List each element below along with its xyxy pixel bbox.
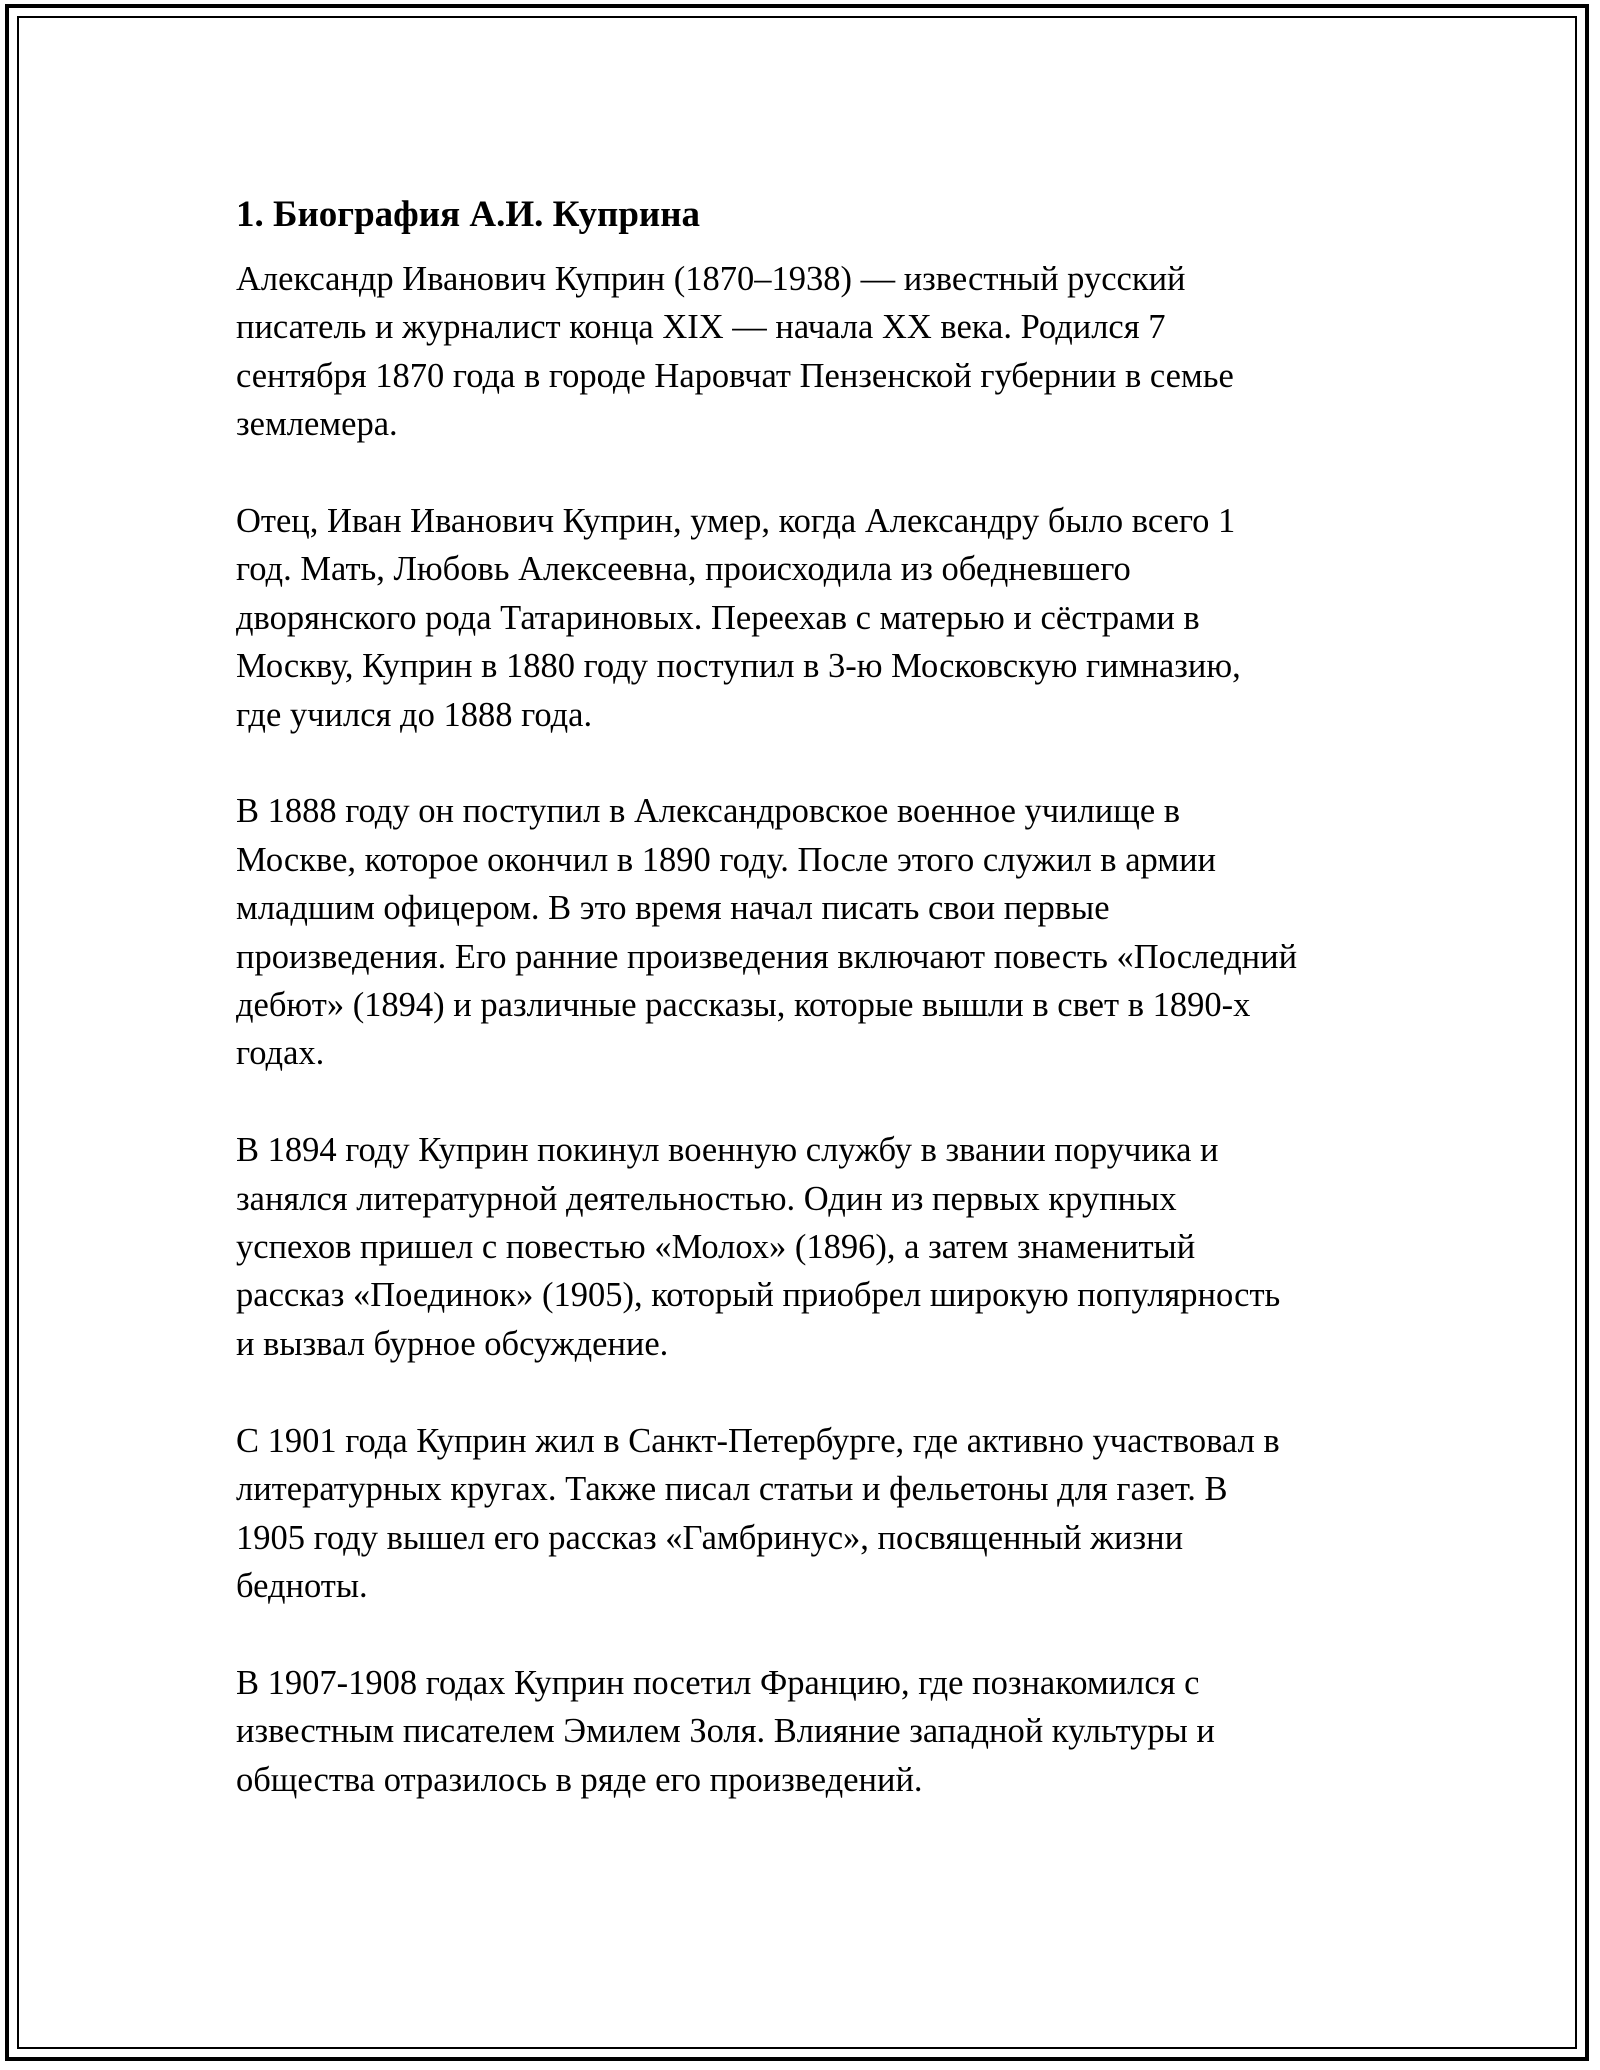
text-line: общества отразилось в ряде его произведений. [236, 1760, 923, 1799]
paragraph-4 [236, 1126, 1376, 1368]
document-title: 1. Биография А.И. Куприна [236, 194, 701, 235]
text-line: дебют» (1894) и различные рассказы, которые вышли в свет в 1890-х [236, 986, 1251, 1025]
text-line: В 1907-1908 годах Куприн посетил Францию, где познакомился с [236, 1663, 1200, 1702]
text-line: младшим офицером. В это время начал писать свои первые [236, 889, 1110, 928]
text-line: литературных кругах. Также писал статьи и фельетоны для газет. В [236, 1470, 1228, 1509]
document-body [236, 187, 1376, 1804]
text-line: известным писателем Эмилем Золя. Влияние западной культуры и [236, 1712, 1215, 1751]
text-line: бедноты. [236, 1566, 368, 1605]
text-line: успехов пришел с повестью «Молох» (1896), а затем знаменитый [236, 1228, 1196, 1267]
paragraph-2 [236, 497, 1376, 739]
text-line: рассказ «Поединок» (1905), который приобрел широкую популярность [236, 1276, 1281, 1315]
paragraph-3 [236, 787, 1376, 1077]
text-line: произведения. Его ранние произведения включают повесть «Последний [236, 937, 1298, 976]
text-line: В 1894 году Куприн покинул военную службу в звании поручика и [236, 1131, 1219, 1170]
text-line: землемера. [236, 405, 398, 444]
text-line: и вызвал бурное обсуждение. [236, 1324, 669, 1363]
text-line: В 1888 году он поступил в Александровское военное училище в [236, 792, 1181, 831]
text-line: Москве, которое окончил в 1890 году. После этого служил в армии [236, 840, 1217, 879]
text-line: Отец, Иван Иванович Куприн, умер, когда Александру было всего 1 [236, 502, 1236, 541]
text-line: С 1901 года Куприн жил в Санкт-Петербурге, где активно участвовал в [236, 1421, 1280, 1460]
paragraph-5 [236, 1417, 1376, 1611]
text-line: Александр Иванович Куприн (1870–1938) — известный русский [236, 260, 1186, 298]
text-line: Москву, Куприн в 1880 году поступил в 3-ю Московскую гимназию, [236, 647, 1241, 686]
paragraph-1 [236, 255, 1376, 449]
text-line: дворянского рода Татариновых. Переехав с матерью и сёстрами в [236, 598, 1200, 637]
text-line: годах. [236, 1034, 325, 1073]
text-line: 1905 году вышел его рассказ «Гамбринус», посвященный жизни [236, 1518, 1184, 1557]
text-line: сентября 1870 года в городе Наровчат Пензенской губернии в семье [236, 356, 1234, 395]
paragraph-6 [236, 1659, 1376, 1804]
text-line: писатель и журналист конца XIX — начала XX века. Родился 7 [236, 308, 1166, 347]
text-line: где учился до 1888 года. [236, 695, 593, 734]
text-line: занялся литературной деятельностью. Один из первых крупных [236, 1179, 1177, 1218]
text-line: год. Мать, Любовь Алексеевна, происходила из обедневшего [236, 550, 1131, 589]
